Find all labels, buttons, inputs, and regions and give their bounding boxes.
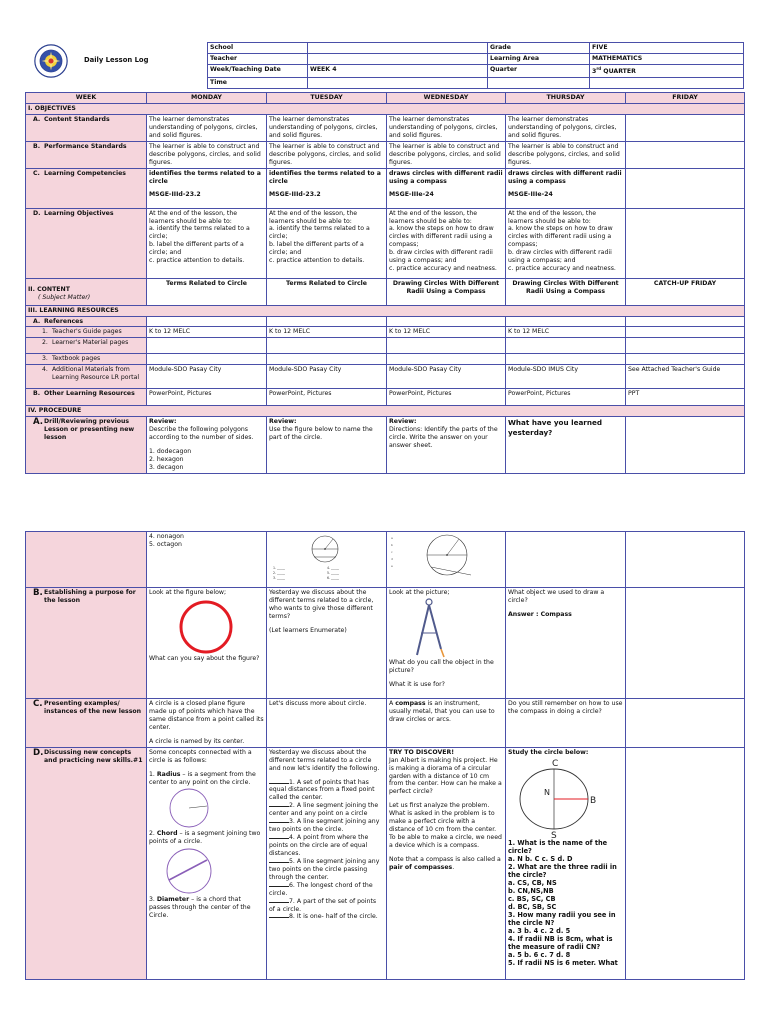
tg-thu: K to 12 MELC [506, 327, 626, 338]
teacher-label: Teacher [208, 53, 308, 64]
content-fri: CATCH-UP FRIDAY [626, 278, 745, 305]
purpose-wed: Look at the picture; What do you call the object in the picture? What it is use for? [387, 588, 506, 699]
content-std-mon: The learner demonstrates understanding of polygons, circles, and solid figures. [147, 114, 267, 141]
tue-fig-line-2: 2. _____ [273, 571, 286, 575]
discussing-thu: Study the circle below: C N B S 1. What is the name of the circle? a. N b. C c. S d. D 2. What are the three radii in the circle? a. CS, CB, NS b. CN,NS,NB c. BS, SC, CB d. BC, SB, SC 3. How many radii you see in the circle N? a. 3 b. 4 c. 2 d. 5 4. If radii NB is 8cm, what is the measure of radii CN? a. 5 b. 6 c. 7 d. 8 5. If radii NS is 6 meter. What [506, 747, 626, 979]
tg-mon: K to 12 MELC [147, 327, 267, 338]
week-value: WEEK 4 [308, 64, 488, 77]
other-resources-row [26, 389, 745, 406]
additional-materials-label: 4. Additional Materials from Learning Resource LR portal [26, 365, 147, 389]
label-n: N [544, 787, 550, 797]
perf-std-thu: The learner is able to construct and describe polygons, circles, and solid figures. [506, 141, 626, 168]
teacher-value [308, 53, 488, 64]
wed-fig-label-c: c [391, 550, 393, 554]
grade-label: Grade [488, 43, 590, 54]
deped-seal-logo [34, 44, 68, 78]
grade-value: FIVE [590, 43, 744, 54]
competencies-row [26, 168, 745, 208]
content-tue: Terms Related to Circle [267, 278, 387, 305]
time-value [308, 77, 488, 88]
col-week: WEEK [26, 93, 147, 104]
learning-objectives-row [26, 208, 745, 278]
content-thu: Drawing Circles With Different Radii Using a Compass [506, 278, 626, 305]
examples-thu: Do you still remember on how to use the compass in doing a circle? [506, 699, 626, 748]
tue-fig-line-6: 6. _____ [327, 576, 340, 580]
purpose-label: B. Establishing a purpose for the lesson [26, 588, 147, 699]
wed-fig-label-a: a [391, 536, 393, 540]
competencies-label: C. Learning Competencies [26, 168, 147, 208]
examples-mon: A circle is a closed plane figure made up of points which have the same distance from a point called its center. A circle is named by its center. [147, 699, 267, 748]
olr-thu: PowerPoint, Pictures [506, 389, 626, 406]
content-wed: Drawing Circles With Different Radii Using a Compass [387, 278, 506, 305]
school-label: School [208, 43, 308, 54]
content-row [26, 278, 745, 305]
performance-standards-row [26, 141, 745, 168]
am-thu: Module-SDO IMUS City [506, 365, 626, 389]
drill-continued-row [26, 532, 745, 588]
label-c: C [552, 758, 559, 769]
day-header-row [26, 93, 745, 104]
compass-icon [389, 597, 503, 659]
lo-tue: At the end of the lesson, the learners should be able to: a. identify the terms related to a circle; b. label the different parts of a circle; and c. practice attention to details. [267, 208, 387, 278]
content-std-thu: The learner demonstrates understanding of polygons, circles, and solid figures. [506, 114, 626, 141]
col-wednesday: WEDNESDAY [387, 93, 506, 104]
resources-heading: III. LEARNING RESOURCES [26, 305, 745, 316]
drill-continued-label [26, 532, 147, 588]
label-b: B [590, 795, 597, 806]
perf-std-mon: The learner is able to construct and describe polygons, circles, and solid figures. [147, 141, 267, 168]
discussing-label: D. Discussing new concepts and practicing new skills.#1 [26, 747, 147, 979]
examples-wed: A compass is an instrument, usually metal, that you can use to draw circles or arcs. [387, 699, 506, 748]
col-friday: FRIDAY [626, 93, 745, 104]
drill-tue-figure [267, 532, 387, 588]
competency-wed: draws circles with different radii using a compass MSGE-IIIe-24 [387, 168, 506, 208]
quarter-label: Quarter [488, 64, 590, 77]
label-s: S [551, 830, 557, 839]
col-tuesday: TUESDAY [267, 93, 387, 104]
purpose-row [26, 588, 745, 699]
drill-row [26, 417, 745, 474]
references-row [26, 316, 745, 327]
discussing-tue: Yesterday we discuss about the different terms related to a circle and now let's identify the following. 1. A set of points that has equal distances from a fixed point called the center. 2. A line segment joining the center and any point on a circle 3. A line segment joining any two points on the circle. 4. A point from where the points on the circle are of equal distances. 5. A line segment joining any two points on the circle passing through the center. 6. The longest chord of the circle. 7. A part of the set of points of a circle. 8. It is one- half of the circle. [267, 747, 387, 979]
document-title: Daily Lesson Log [84, 56, 149, 64]
procedure-heading: IV. PROCEDURE [26, 406, 745, 417]
discussing-wed: TRY TO DISCOVER! Jan Albert is making his project. He is making a diorama of a circular garden with a distance of 10 cm from the center. How can he make a perfect circle? Let us first analyze the problem. What is asked in the problem is to make a perfect circle with a distance of 10 cm from the center. To be able to make a circle, we need a device which is a compass. Note that a compass is also called a pair of compasses. [387, 747, 506, 979]
drill-mon-continued: 4. nonagon 5. octagon [147, 532, 267, 588]
learners-material-row [26, 338, 745, 354]
wednesday-circle-figure [389, 533, 503, 583]
am-mon: Module-SDO Pasay City [147, 365, 267, 389]
discussing-mon: Some concepts connected with a circle is as follows: 1. Radius – is a segment from the center to any point on the circle. 2. Chord – is a segment joining two points of a circle. 3. Diameter – is a chord that passes through the center of the Circle. [147, 747, 267, 979]
references-label: A. References [26, 316, 147, 327]
header-info-table [207, 42, 744, 89]
time-label: Time [208, 77, 308, 88]
examples-tue: Let's discuss more about circle. [267, 699, 387, 748]
lo-wed: At the end of the lesson, the learners should be able to: a. know the steps on how to draw circles with different radii using a compass; b. draw circles with different radii using a compass; and c. practice accuracy and neatness. [387, 208, 506, 278]
teachers-guide-label: 1. Teacher's Guide pages [26, 327, 147, 338]
chord-figure [149, 846, 263, 896]
content-std-wed: The learner demonstrates understanding of polygons, circles, and solid figures. [387, 114, 506, 141]
olr-mon: PowerPoint, Pictures [147, 389, 267, 406]
lesson-log-table-part2b [25, 531, 745, 980]
tuesday-circle-figure [269, 533, 383, 583]
lo-thu: At the end of the lesson, the learners should be able to: a. know the steps on how to draw circles with different radii using a compass; b. draw circles with different radii using a compass; and c. practice accuracy and neatness. [506, 208, 626, 278]
tue-fig-line-1: 1. _____ [273, 566, 286, 570]
content-standards-label: A. Content Standards [26, 114, 147, 141]
examples-row [26, 699, 745, 748]
learners-material-label: 2. Learner's Material pages [26, 338, 147, 354]
olr-fri: PPT [626, 389, 745, 406]
other-resources-label: B. Other Learning Resources [26, 389, 147, 406]
wed-fig-label-b: b [391, 543, 393, 547]
tue-fig-line-4: 4. _____ [327, 566, 340, 570]
objectives-heading: I. OBJECTIVES [26, 104, 745, 115]
drill-thu: What have you learned yesterday? [506, 417, 626, 474]
teachers-guide-row [26, 327, 745, 338]
am-fri: See Attached Teacher's Guide [626, 365, 745, 389]
drill-tue: Review: Use the figure below to name the part of the circle. [267, 417, 387, 474]
circle-n-figure [508, 757, 622, 839]
red-circle-figure [149, 597, 263, 655]
performance-standards-label: B. Performance Standards [26, 141, 147, 168]
purpose-tue: Yesterday we discuss about the different terms related to a circle, who wants to give those different terms? (Let learners Enumerate) [267, 588, 387, 699]
content-label: II. CONTENT ( Subject Matter) [26, 278, 147, 305]
textbook-label: 3. Textbook pages [26, 354, 147, 365]
textbook-row [26, 354, 745, 365]
radius-figure [149, 786, 263, 830]
week-label: Week/Teaching Date [208, 64, 308, 77]
learning-area-value: MATHEMATICS [590, 53, 744, 64]
perf-std-wed: The learner is able to construct and describe polygons, circles, and solid figures. [387, 141, 506, 168]
drill-mon: Review: Describe the following polygons according to the number of sides. 1. dodecagon 2. hexagon 3. decagon [147, 417, 267, 474]
content-standards-row [26, 114, 745, 141]
competency-tue: identifies the terms related to a circle MSGE-IIId-23.2 [267, 168, 387, 208]
col-thursday: THURSDAY [506, 93, 626, 104]
purpose-mon: Look at the figure below; What can you say about the figure? [147, 588, 267, 699]
olr-wed: PowerPoint, Pictures [387, 389, 506, 406]
lo-mon: At the end of the lesson, the learners should be able to: a. identify the terms related to a circle; b. label the different parts of a circle; and c. practice attention to details. [147, 208, 267, 278]
tue-fig-line-3: 3. _____ [273, 576, 286, 580]
competency-mon: identifies the terms related to a circle MSGE-IIId-23.2 [147, 168, 267, 208]
wed-fig-label-d: d [391, 557, 393, 561]
examples-label: C. Presenting examples/ instances of the new lesson [26, 699, 147, 748]
purpose-thu: What object we used to draw a circle? Answer : Compass [506, 588, 626, 699]
perf-std-tue: The learner is able to construct and describe polygons, circles, and solid figures. [267, 141, 387, 168]
tue-fig-line-5: 5. _____ [327, 571, 340, 575]
drill-label: A. Drill/Reviewing previous Lesson or presenting new lesson [26, 417, 147, 474]
am-tue: Module-SDO Pasay City [267, 365, 387, 389]
learning-area-label: Learning Area [488, 53, 590, 64]
competency-thu: draws circles with different radii using a compass MSGE-IIIe-24 [506, 168, 626, 208]
learning-objectives-label: D. Learning Objectives [26, 208, 147, 278]
discussing-row [26, 747, 745, 979]
content-std-tue: The learner demonstrates understanding of polygons, circles, and solid figures. [267, 114, 387, 141]
school-value [308, 43, 488, 54]
drill-wed: Review: Directions: Identify the parts of the circle. Write the answer on your answer sheet. [387, 417, 506, 474]
content-mon: Terms Related to Circle [147, 278, 267, 305]
tg-tue: K to 12 MELC [267, 327, 387, 338]
lesson-log-table-part1 [25, 92, 745, 474]
col-monday: MONDAY [147, 93, 267, 104]
am-wed: Module-SDO Pasay City [387, 365, 506, 389]
quarter-value: 3rd QUARTER [590, 64, 744, 77]
additional-materials-row [26, 365, 745, 389]
tg-wed: K to 12 MELC [387, 327, 506, 338]
drill-wed-figure [387, 532, 506, 588]
wed-fig-label-e: e [391, 564, 393, 568]
olr-tue: PowerPoint, Pictures [267, 389, 387, 406]
